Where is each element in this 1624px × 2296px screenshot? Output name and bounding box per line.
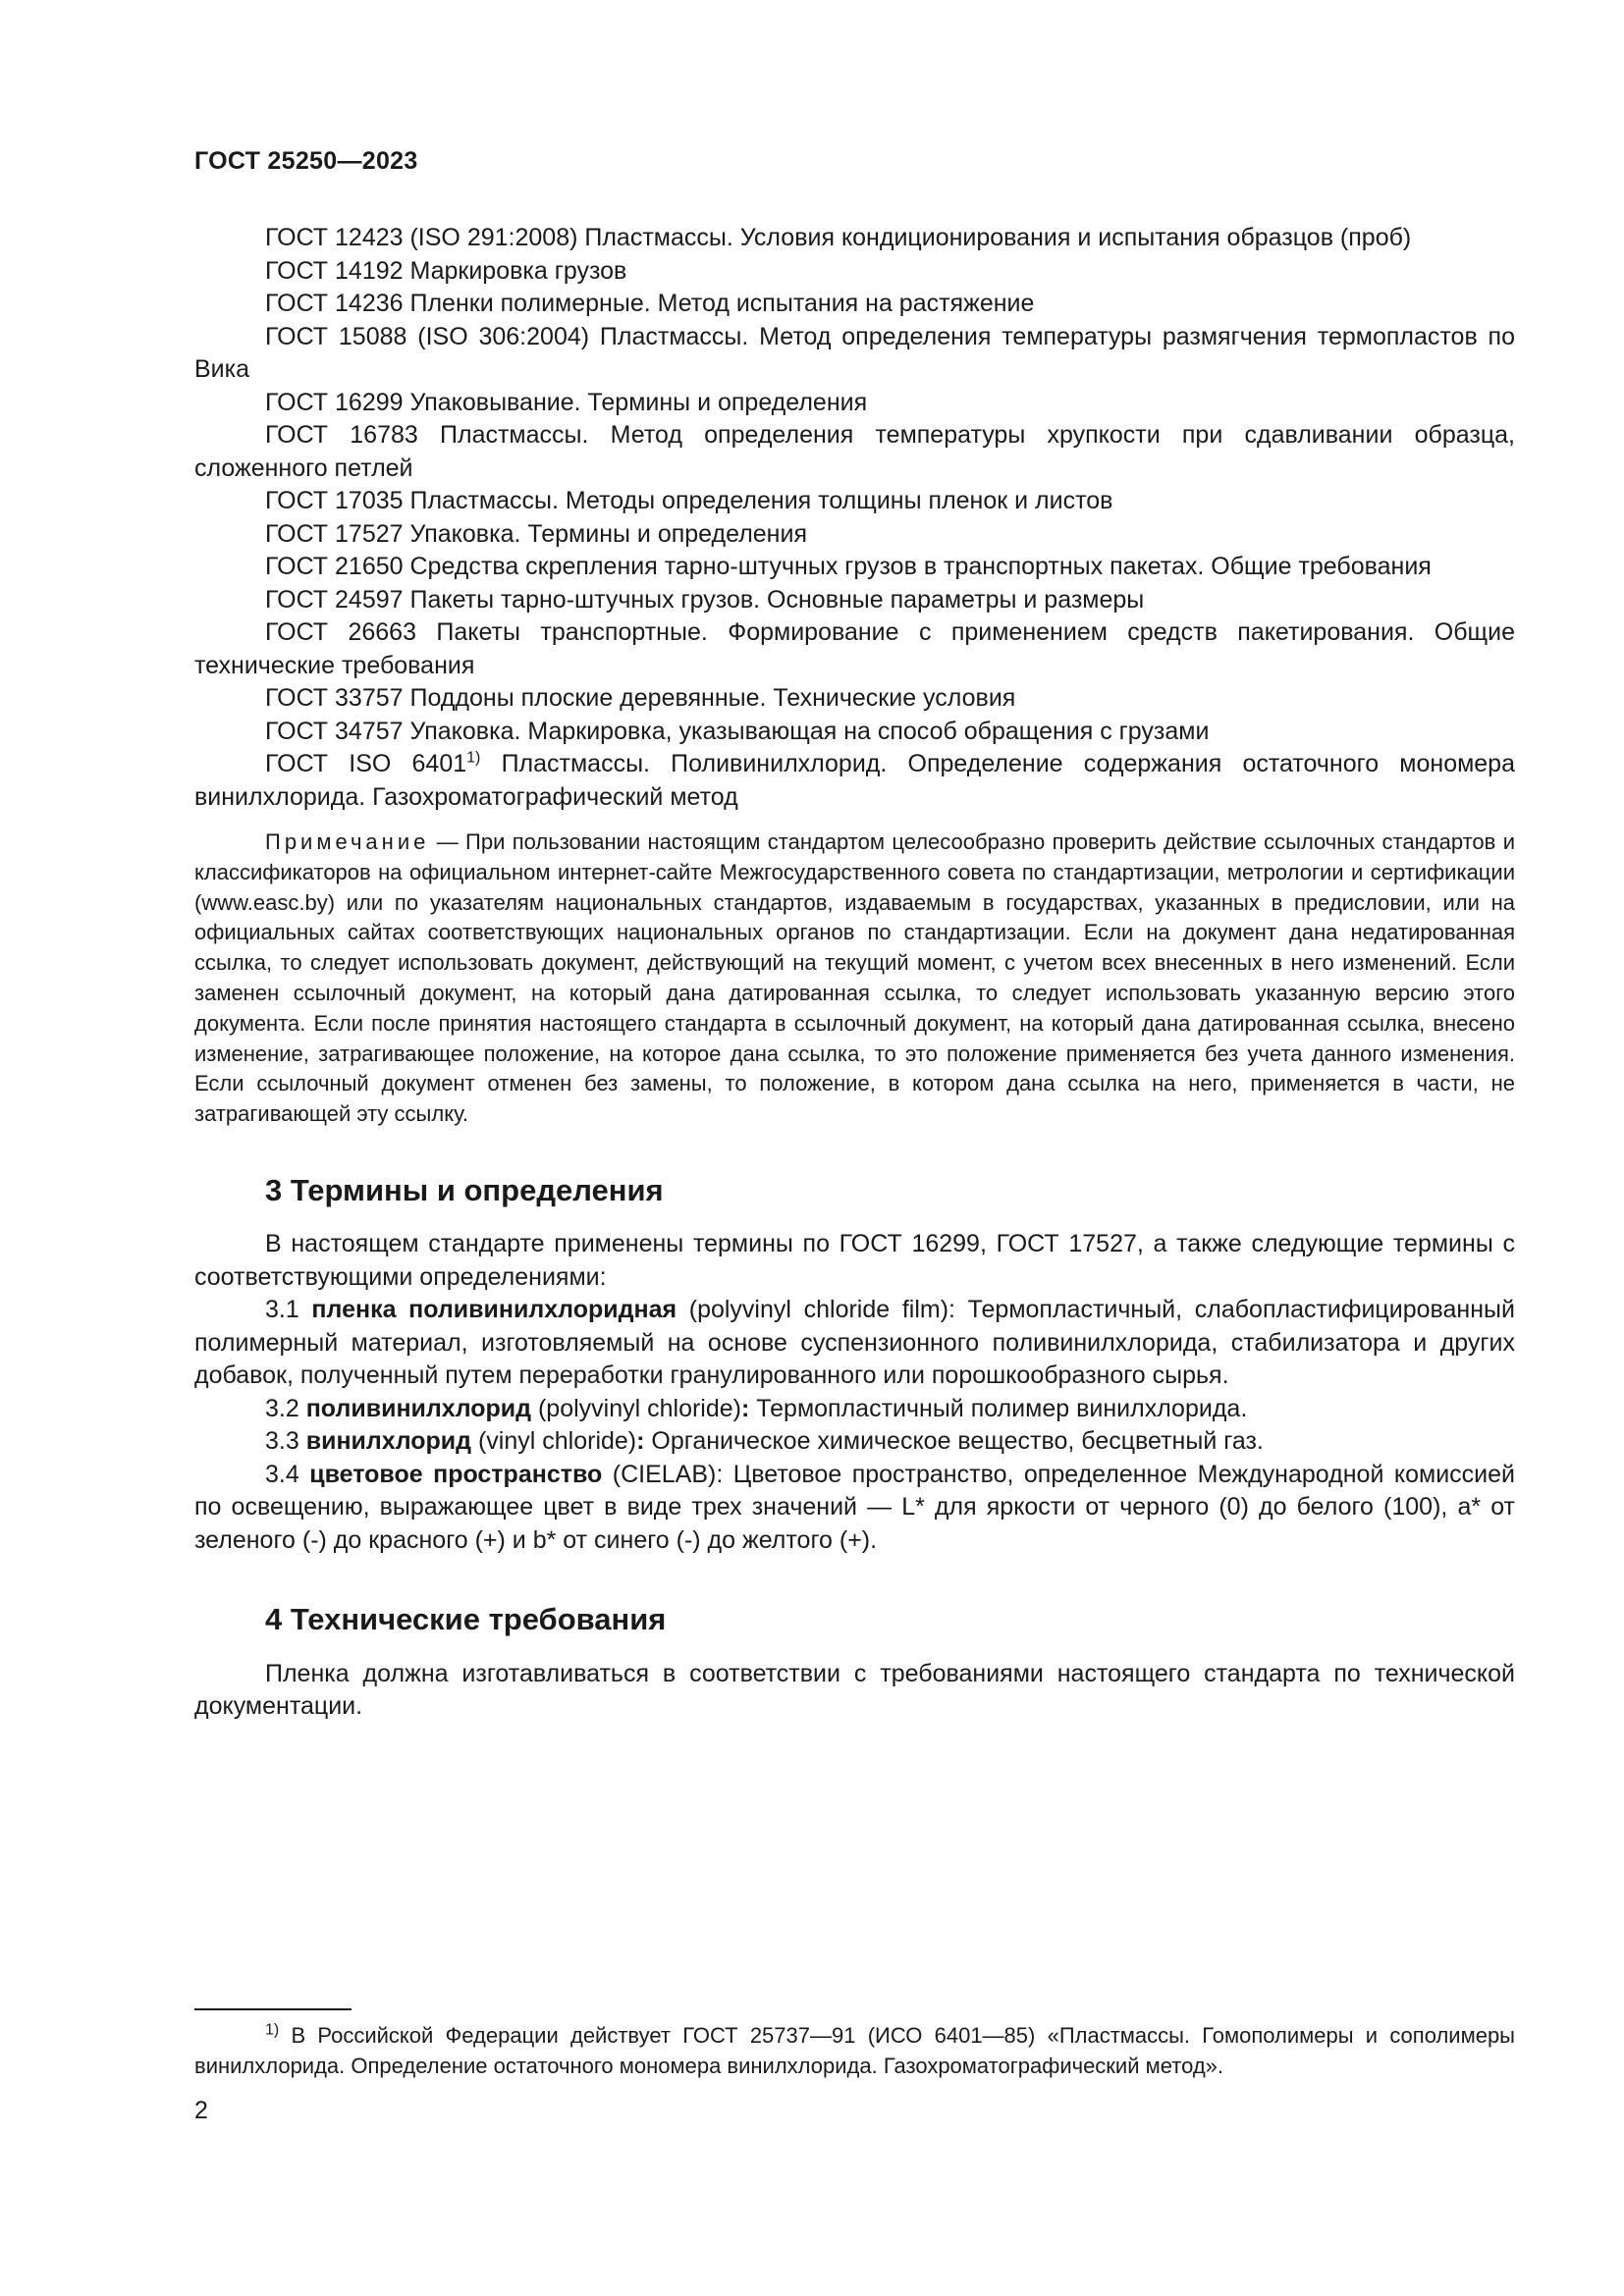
section-3-title: 3 Термины и определения [265, 1172, 664, 1207]
document-body [194, 222, 1515, 1724]
term-definition [194, 1393, 1515, 1426]
note-label: Примечание [265, 829, 430, 854]
term-separator: : [948, 1296, 968, 1324]
term-text: Цветовое пространство, определенное Международной комиссией по освещению, выражающее цвет в виде трех значений — L* для яркости от черного (0) до белого (100), a* от зеленого (-) до красного (+) и b* от синего (-) до желтого (+). [194, 1460, 1515, 1554]
term-name: поливинилхлорид [305, 1394, 532, 1422]
term-english: (CIELAB) [602, 1460, 717, 1488]
term-number: 3.2 [265, 1394, 306, 1422]
term-name: цветовое пространство [309, 1460, 603, 1488]
reference-item-iso [194, 748, 1515, 814]
reference-item: ГОСТ 12423 (ISO 291:2008) Пластмассы. Условия кондиционирования и испытания образцов (проб) [265, 224, 1412, 251]
document-header: ГОСТ 25250—2023 [194, 147, 418, 175]
reference-item: ГОСТ 15088 (ISO 306:2004) Пластмассы. Метод определения температуры размягчения термопластов по Вика [194, 322, 1515, 383]
ref-description: Пластмассы. Поливинилхлорид. Определение содержания остаточного мономера винилхлорида. Газохроматографический метод [194, 750, 1515, 811]
term-english: (vinyl chloride) [471, 1427, 637, 1456]
reference-item: ГОСТ 33757 Поддоны плоские деревянные. Технические условия [265, 684, 1016, 712]
term-name: винилхлорид [305, 1427, 472, 1456]
reference-item: ГОСТ 26663 Пакеты транспортные. Формирование с применением средств пакетирования. Общие технические требования [194, 618, 1515, 679]
footnote-divider [194, 2008, 352, 2010]
reference-item: ГОСТ 24597 Пакеты тарно-штучных грузов. Основные параметры и размеры [265, 585, 1145, 614]
note-text: — При пользовании настоящим стандартом целесообразно проверить действие ссылочных стандартов и классификаторов на официальном интернет-сайте Межгосударственного совета по стандартизации, метрологии и сертификации (www.easc.by) или по указателям национальных стандартов, издаваемым в государствах, указанных в предисловии, или на официальных сайтах соответствующих национальных органов по стандартизации. Если на документ дана недатированная ссылка, то следует использовать документ, действующий на текущий момент, с учетом всех внесенных в него изменений. Если заменен ссылочный документ, на который дана датированная ссылка, то следует использовать указанную версию этого документа. Если после принятия настоящего стандарта в ссылочный документ, на который дана датированная ссылка, внесено изменение, затрагивающее положение, на которое дана ссылка, то это положение применяется без учета данного изменения. Если ссылочный документ отменен без замены, то положение, в котором дана ссылка на него, применяется в части, не затрагивающей эту ссылку. [194, 829, 1515, 1127]
term-definition [194, 1425, 1515, 1459]
term-text: Термопластичный полимер винилхлорида. [756, 1394, 1248, 1422]
term-separator: : [741, 1394, 757, 1422]
term-separator: : [716, 1460, 733, 1488]
term-definition [194, 1459, 1515, 1558]
footnote-marker: 1) [466, 749, 481, 767]
note-paragraph [194, 828, 1515, 1130]
term-text: Термопластичный, слабопластифицированный полимерный материал, изготовляемый на основе суспензионного поливинилхлорида, стабилизатора и других добавок, полученный путем переработки гранулированного или порошкообразного сырья. [194, 1296, 1515, 1390]
normative-references [194, 222, 1515, 814]
section-3-intro: В настоящем стандарте применены термины по ГОСТ 16299, ГОСТ 17527, а также следующие термины с соответствующими определениями: [194, 1230, 1515, 1291]
term-text: Органическое химическое вещество, бесцветный газ. [651, 1427, 1264, 1456]
page-number: 2 [194, 2097, 208, 2124]
term-definition [194, 1294, 1515, 1393]
term-english: (polyvinyl chloride film) [677, 1296, 949, 1324]
term-number: 3.1 [265, 1296, 312, 1324]
reference-item: ГОСТ 17035 Пластмассы. Методы определения толщины пленок и листов [265, 487, 1113, 514]
term-number: 3.3 [265, 1427, 306, 1456]
term-name: пленка поливинилхлоридная [311, 1296, 677, 1324]
reference-item: ГОСТ 16783 Пластмассы. Метод определения температуры хрупкости при сдавливании образца, сложенного петлей [194, 421, 1515, 482]
ref-title: ГОСТ ISO 6401 [265, 750, 467, 777]
reference-item: ГОСТ 14192 Маркировка грузов [265, 256, 627, 285]
section-4-title: 4 Технические требования [265, 1602, 667, 1637]
reference-item: ГОСТ 17527 Упаковка. Термины и определения [265, 519, 807, 548]
term-number: 3.4 [265, 1460, 310, 1488]
reference-item: ГОСТ 21650 Средства скрепления тарно-штучных грузов в транспортных пакетах. Общие требования [265, 553, 1432, 580]
reference-item: ГОСТ 34757 Упаковка. Маркировка, указывающая на способ обращения с грузами [265, 717, 1210, 745]
footnote-text: В Российской Федерации действует ГОСТ 25737—91 (ИСО 6401—85) «Пластмассы. Гомополимеры и сополимеры винилхлорида. Определение остаточного мономера винилхлорида. Газохроматографический метод». [194, 2023, 1515, 2078]
term-english: (polyvinyl chloride) [531, 1394, 741, 1422]
reference-item: ГОСТ 14236 Пленки полимерные. Метод испытания на растяжение [265, 290, 1035, 317]
footnote-marker: 1) [265, 2021, 280, 2039]
term-separator: : [636, 1427, 652, 1456]
reference-item: ГОСТ 16299 Упаковывание. Термины и определения [265, 388, 868, 416]
footnote [194, 2020, 1515, 2081]
section-4-text: Пленка должна изготавливаться в соответствии с требованиями настоящего стандарта по технической документации. [194, 1659, 1515, 1721]
